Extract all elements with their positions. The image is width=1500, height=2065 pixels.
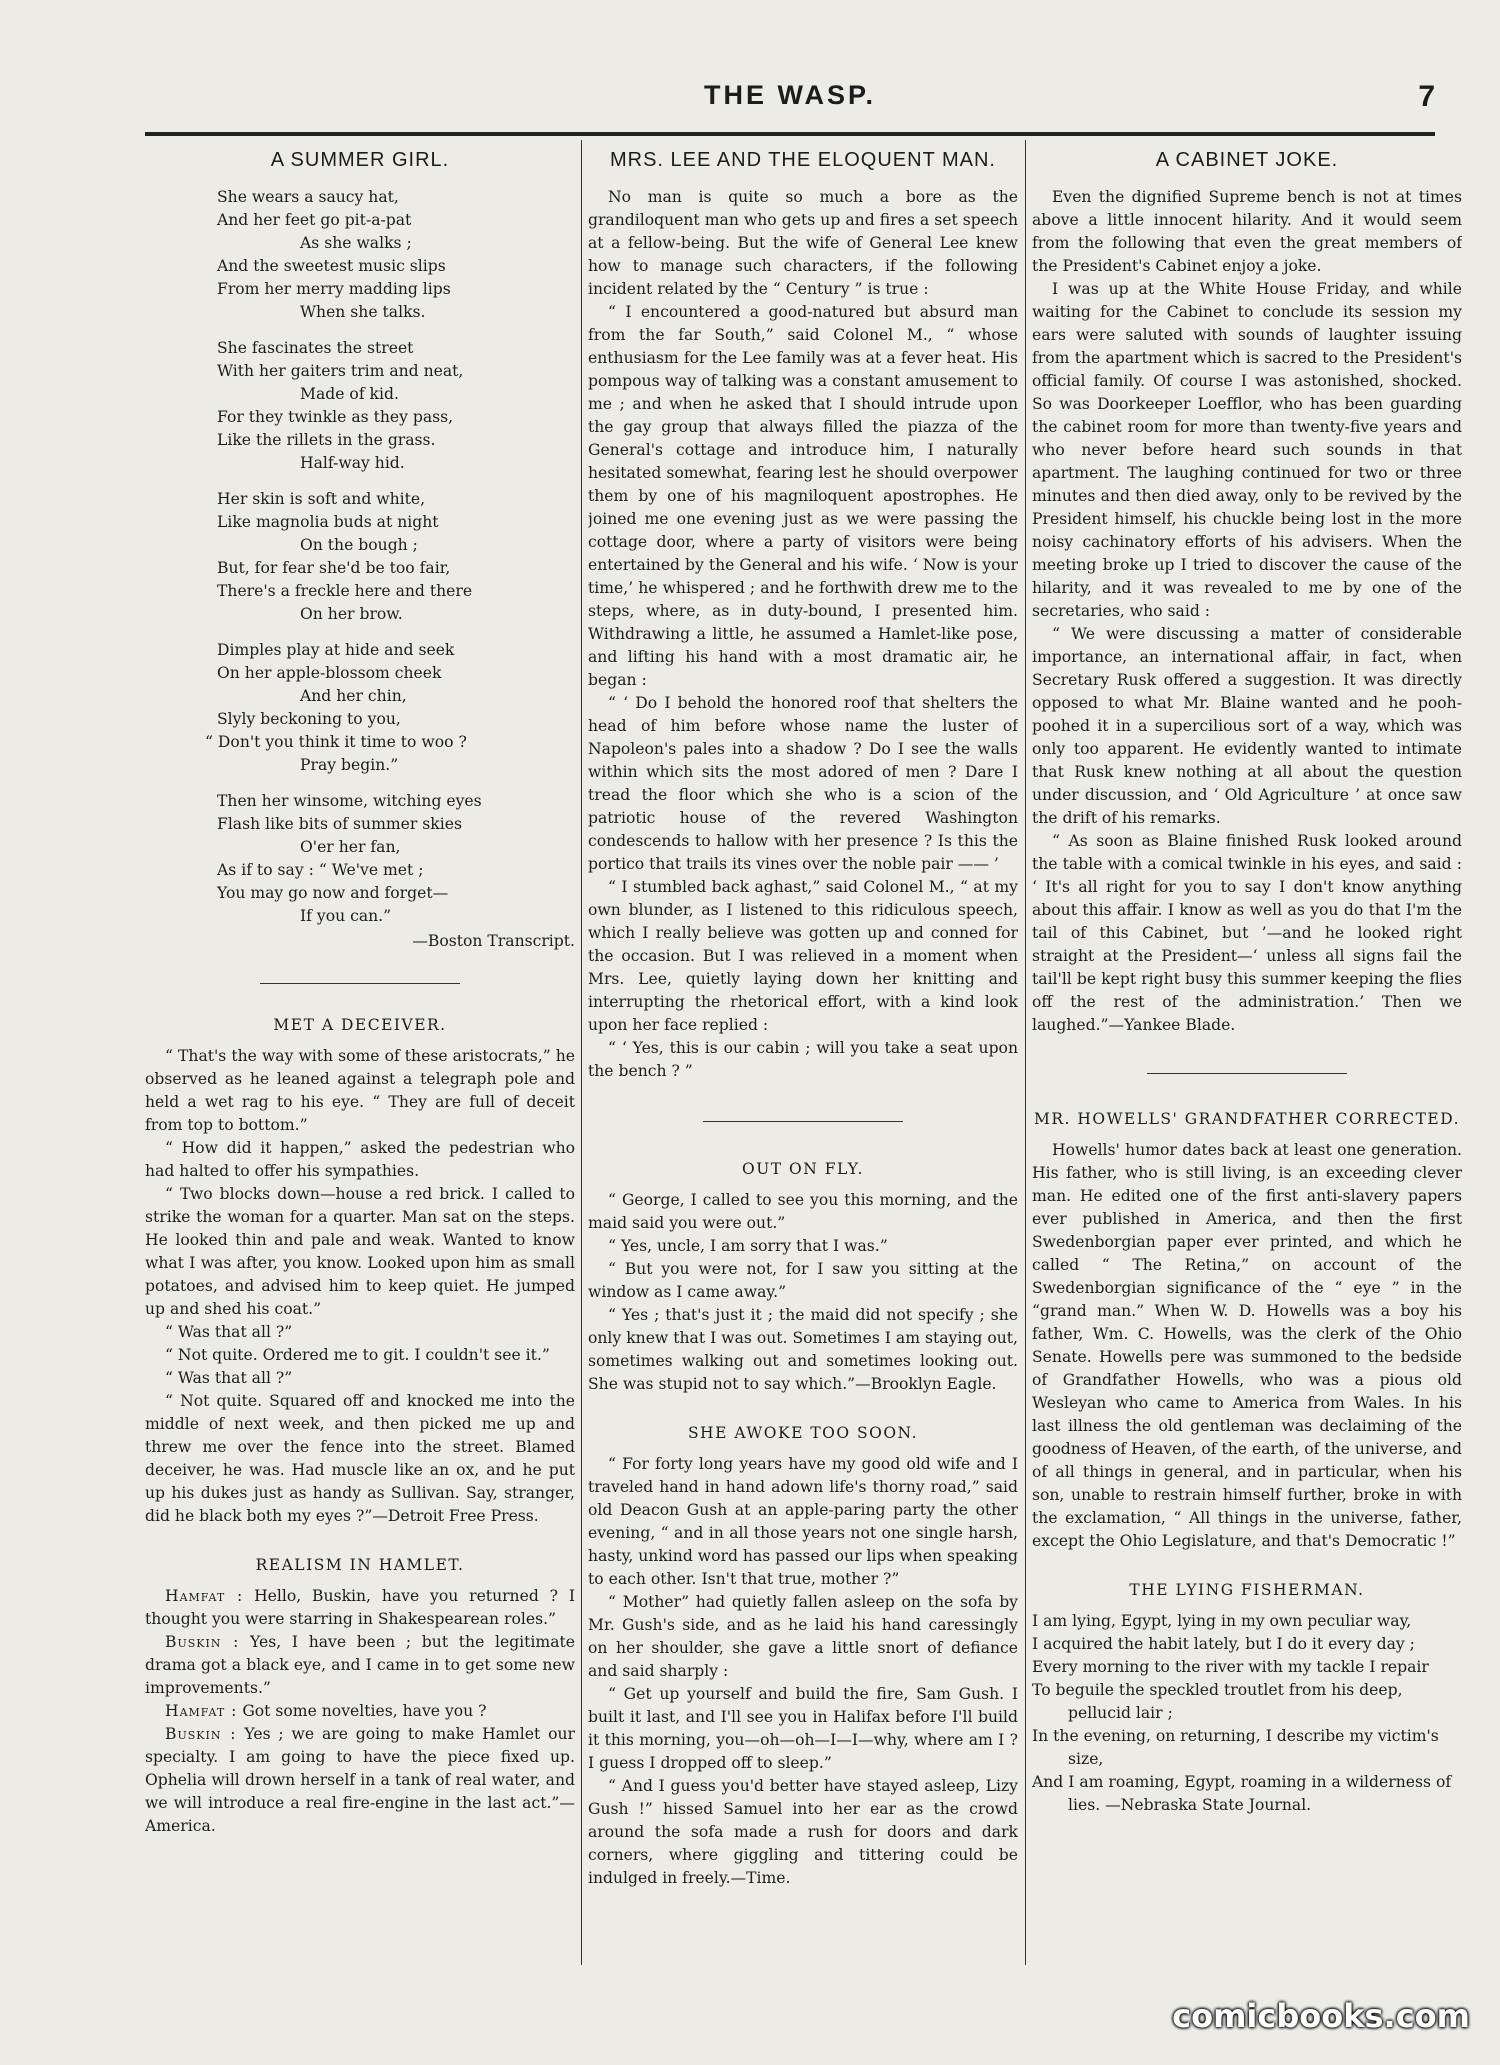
column-divider-right [1025,140,1026,1965]
article-paragraph: “ But you were not, for I saw you sitting at the window as I came away.” [588,1260,1018,1301]
poem-source: —Boston Transcript. [412,932,575,950]
article-paragraph: No man is quite so much a bore as the grandiloquent man who gets up and fires a set speech at a fellow-being. But the wife of General Lee knew how to manage such characters, if the following incident related by the “ Century ” is true : [588,188,1018,298]
poem-line: And her feet go pit-a-pat [217,211,412,229]
article-paragraph: “ Was that all ?” [165,1323,293,1341]
article-paragraph: I was up at the White House Friday, and while waiting for the Cabinet to conclude its session my ears were saluted with sounds of laughter issuing from the apartment which is sacred to the President's official family. Of course I was astonished, shocked. So was Doorkeeper Loefflor, who has been guarding the cabinet room for more than twenty-five years and who never before heard such sounds in that apartment. The laughing continued for two or three minutes and then died away, only to be revived by the President himself, his chuckle being lost in the more noisy cachinatory efforts of his advisers. When the meeting broke up I tried to discover the cause of the hilarity, and it was revealed to me by one of the secretaries, who said : [1032,280,1462,620]
section-divider [703,1121,903,1122]
article-paragraph: “ How did it happen,” asked the pedestrian who had halted to offer his sympathies. [145,1139,575,1180]
article-paragraph: “ ‘ Do I behold the honored roof that shelters the head of him before whose name the luster of Napoleon's pales into a shadow ? Do I see the walls within which sits the most adored of men ? Dare I tread the floor which she who is a scion of the patriotic house of the revered Washington condescends to hallow with her presence ? Is this the portico that trails its vines over the noble pair —— ’ [588,694,1018,873]
she-awoke-title: SHE AWOKE TOO SOON. [687,1424,919,1442]
poem-line: She wears a saucy hat, [217,188,399,206]
article-paragraph: “ ‘ Yes, this is our cabin ; will you take a seat upon the bench ? ” [588,1039,1018,1080]
column-middle [588,145,1018,1960]
dialogue-speaker: Buskin : [165,1725,237,1743]
article-paragraph: “ And I guess you'd better have stayed asleep, Lizy Gush !” hissed Samuel into her ear as the crowd around the sofa made a rush for doors and dark corners, where giggling and tittering could be indulged in freely.—Time. [588,1777,1018,1887]
article-paragraph: Even the dignified Supreme bench is not at times above a little innocent hilarity. And it would seem from the following that even the great members of the President's Cabinet enjoy a joke. [1032,188,1462,275]
dialogue-line [145,1700,575,1723]
poem-stanza [145,337,575,475]
poem-line: Every morning to the river with my tackle I repair [1032,1658,1429,1676]
masthead-title: THE WASP. [703,80,877,110]
out-on-fly-title: OUT ON FLY. [742,1160,864,1178]
poem-line: And her chin, [300,687,407,705]
poem-line: Her skin is soft and white, [217,490,426,508]
poem-line: Slyly beckoning to you, [217,710,401,728]
poem-stanza [145,639,575,777]
article-paragraph: “ Not quite. Squared off and knocked me into the middle of next week, and then picked me up and threw me over the fence into the street. Blamed deceiver, he was. Had muscle like an ox, and he put up his dukes just as handy as Sullivan. Say, stranger, did he black both my eyes ?”—Detroit Free Press. [145,1392,575,1525]
poem-stanza [145,488,575,626]
article-paragraph: Howells' humor dates back at least one generation. His father, who is still living, is an exceeding clever man. He edited one of the first anti-slavery papers ever published in America, and then the first Swedenborgian paper ever printed, and which he called “ The Retina,” on account of the Swedenborgian significance of the “ eye ” in the “grand man.” When W. D. Howells was a boy his father, Wm. C. Howells, was the clerk of the Ohio Senate. Howells pere was summoned to the bedside of Grandfather Howells, who was a pious old Wesleyan who came to America from Wales. In his last illness the old gentleman was declaiming of the goodness of Heaven, of the earth, of the universe, and of all things in general, and in particular, when his son, unable to restrain himself further, broke in with the exclamation, “ All things in the universe, father, except the Ohio Legislature, and that's Democratic !” [1032,1141,1462,1550]
dialogue-text: Got some novelties, have you ? [237,1702,487,1720]
article-paragraph: “ Mother” had quietly fallen asleep on the sofa by Mr. Gush's side, and as he laid his hand caressingly on her shoulder, she gave a little snort of defiance and said sharply : [588,1593,1018,1680]
dialogue-speaker: Hamfat : [165,1587,244,1605]
poem-line: To beguile the speckled troutlet from his deep, pellucid lair ; [1032,1681,1403,1722]
column-right [1032,145,1462,1960]
article-paragraph: “ I encountered a good-natured but absurd man from the far South,” said Colonel M., “ whose enthusiasm for the Lee family was at a fever heat. His pompous way of talking was a constant amusement to me ; and when he asked that I should intrude upon the gay group that always filled the piazza of the General's cottage and introduce him, I naturally hesitated somewhat, fearing lest he should overpower them by one of his magniloquent apostrophes. He joined me one evening just as we were passing the cottage door, where a party of visitors were being entertained by the General and his wife. ‘ Now is your time,’ he whispered ; and he forthwith drew me to the steps, where, as in duty-bound, I presented him. Withdrawing a little, he assumed a Hamlet-like pose, and lifting his hand with a most dramatic air, he began : [588,303,1018,689]
article-paragraph: “ For forty long years have my good old wife and I traveled hand in hand adown life's thorny road,” said old Deacon Gush at an apple-paring party the other evening, “ and in all those years not one single harsh, hasty, unkind word has passed our lips when speaking to each other. Isn't that true, mother ?” [588,1455,1018,1588]
article-paragraph: “ That's the way with some of these aristocrats,” he observed as he leaned against a telegraph pole and held a wet rag to his eye. “ They are full of deceit from top to bottom.” [145,1047,575,1134]
summer-girl-title: A SUMMER GIRL. [270,149,450,171]
article-paragraph: “ I stumbled back aghast,” said Colonel M., “ at my own blunder, as I listened to this ridiculous speech, which I really believe was gotten up and conned for the occasion. But I was relieved in a moment when Mrs. Lee, quietly laying down her knitting and interrupting the rhetorical effort, with a kind look upon her face replied : [588,878,1018,1034]
dialogue-line [145,1723,575,1838]
mrs-lee-title: MRS. LEE AND THE ELOQUENT MAN. [609,149,996,171]
poem-line: You may go now and forget— [217,884,449,902]
met-deceiver-title: MET A DECEIVER. [273,1016,447,1034]
column-left [145,145,575,1960]
poem-line: But, for fear she'd be too fair, [217,559,451,577]
poem-stanza [145,186,575,324]
poem-line: Half-way hid. [300,454,405,472]
poem-line: As she walks ; [300,234,412,252]
poem-line: And I am roaming, Egypt, roaming in a wilderness of lies. —Nebraska State Journal. [1032,1773,1452,1814]
page-number: 7 [1418,80,1435,113]
dialogue-line [145,1585,575,1631]
poem-line: Like the rillets in the grass. [217,431,436,449]
poem-line: Dimples play at hide and seek [217,641,455,659]
poem-line: On the bough ; [300,536,418,554]
article-paragraph: “ Not quite. Ordered me to git. I couldn't see it.” [165,1346,550,1364]
masthead [145,80,1435,126]
poem-line: From her merry madding lips [217,280,451,298]
poem-line: Pray begin.” [300,756,399,774]
poem-line: Flash like bits of summer skies [217,815,462,833]
cabinet-joke-title: A CABINET JOKE. [1155,149,1339,171]
section-divider [1147,1073,1347,1074]
article-paragraph: “ As soon as Blaine finished Rusk looked around the table with a comical twinkle in his eyes, and said : ‘ It's all right for you to say I don't know anything about this affair. I know as well as you do that I'm the tail of this Cabinet, but ’—and he looked right straight at the President—‘ unless all signs fail the tail'll be kept right busy this summer keeping the flies off the rest of the administration.’ Then we laughed.”—Yankee Blade. [1032,832,1462,1034]
lying-fisherman-title: THE LYING FISHERMAN. [1129,1581,1365,1599]
article-paragraph: “ Was that all ?” [165,1369,293,1387]
article-paragraph: “ Two blocks down—house a red brick. I called to strike the woman for a quarter. Man sat on the steps. He looked thin and pale and weak. Wanted to know what I was after, you know. Looked upon him as small potatoes, and advised him to keep quiet. He jumped up and shed his coat.” [145,1185,575,1318]
article-paragraph: “ We were discussing a matter of considerable importance, an international affair, in fact, when Secretary Rusk offered a suggestion. It was directly opposed to what Mr. Blaine wanted and he pooh-poohed it in a supercilious sort of a way, which was only too apparent. He evidently wanted to intimate that Rusk knew nothing at all about the question under discussion, and ‘ Old Agriculture ’ at once saw the drift of his remarks. [1032,625,1462,827]
article-paragraph: “ Get up yourself and build the fire, Sam Gush. I built it last, and I'll see you in Halifax before I'll build it this morning, you—oh—oh—I—I—why, where am I ? I guess I dropped off to sleep.” [588,1685,1018,1772]
realism-hamlet-title: REALISM IN HAMLET. [255,1556,465,1574]
poem-line: Then her winsome, witching eyes [217,792,482,810]
poem-line: And the sweetest music slips [217,257,446,275]
poem-line: On her apple-blossom cheek [217,664,442,682]
poem-line: With her gaiters trim and neat, [217,362,464,380]
dialogue-speaker: Hamfat : [165,1702,238,1720]
poem-line: When she talks. [300,303,426,321]
poem-line: On her brow. [300,605,403,623]
poem-line: As if to say : “ We've met ; [217,861,424,879]
site-watermark: comicbooks.com [1172,1997,1470,2035]
poem-line: She fascinates the street [217,339,414,357]
poem-stanza [145,790,575,928]
poem-line: There's a freckle here and there [217,582,473,600]
dialogue-text: Hello, Buskin, have you returned ? I thought you were starring in Shakespearean roles.” [145,1587,575,1628]
article-paragraph: “ Yes, uncle, I am sorry that I was.” [608,1237,888,1255]
dialogue-speaker: Buskin : [165,1633,240,1651]
poem-line: O'er her fan, [300,838,401,856]
poem-line: Made of kid. [300,385,399,403]
article-paragraph: “ Yes ; that's just it ; the maid did not specify ; she only knew that I was out. Sometimes I am staying out, sometimes walking out and sometimes looking out. She was stupid not to say which.”—Brooklyn Eagle. [588,1306,1018,1393]
poem-line: In the evening, on returning, I describe my victim's size, [1032,1727,1439,1768]
poem-line: Like magnolia buds at night [217,513,439,531]
poem-line: I acquired the habit lately, but I do it every day ; [1032,1635,1415,1653]
article-paragraph: “ George, I called to see you this morning, and the maid said you were out.” [588,1191,1018,1232]
dialogue-text: Yes, I have been ; but the legitimate drama got a black eye, and I came in to get some new improvements.” [145,1633,575,1697]
section-divider [260,983,460,984]
dialogue-line [145,1631,575,1700]
dialogue-text: Yes ; we are going to make Hamlet our specialty. I am going to have the piece fixed up. Ophelia will drown herself in a tank of real water, and we will introduce a real fire-engine in the last act.”—America. [145,1725,575,1835]
poem-line: I am lying, Egypt, lying in my own peculiar way, [1032,1612,1412,1630]
column-divider-left [581,140,582,1965]
poem-line: “ Don't you think it time to woo ? [205,733,467,751]
masthead-rule [145,132,1435,136]
poem-line: For they twinkle as they pass, [217,408,454,426]
howells-title: MR. HOWELLS' GRANDFATHER CORRECTED. [1033,1110,1461,1128]
poem-line: If you can.” [300,907,392,925]
